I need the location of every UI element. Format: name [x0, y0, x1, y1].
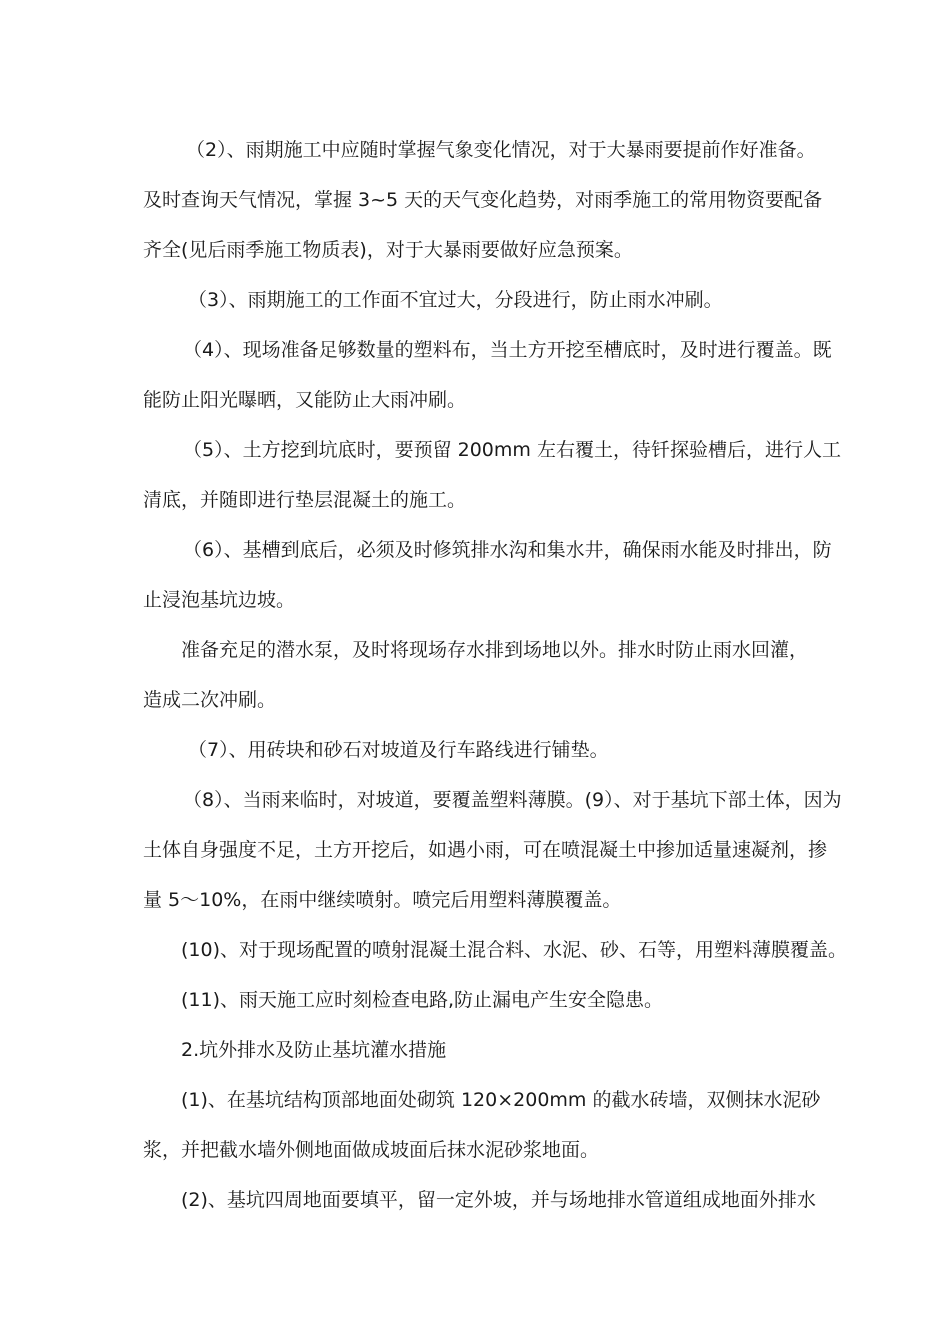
text-line: 土体自身强度不足，土方开挖后，如遇小雨，可在喷混凝土中掺加适量速凝剂，掺 — [143, 839, 828, 861]
text-line: (2)、基坑四周地面要填平，留一定外坡，并与场地排水管道组成地面外排水 — [181, 1189, 816, 1211]
text-line: （2）、雨期施工中应随时掌握气象变化情况，对于大暴雨要提前作好准备。 — [186, 139, 816, 161]
text-line: (10)、对于现场配置的喷射混凝土混合料、水泥、砂、石等，用塑料薄膜覆盖。 — [181, 939, 848, 961]
text-line: （7）、用砖块和砂石对坡道及行车路线进行铺垫。 — [188, 739, 609, 761]
text-line: （6）、基槽到底后，必须及时修筑排水沟和集水井，确保雨水能及时排出，防 — [183, 539, 832, 561]
text-line: （4）、现场准备足够数量的塑料布，当土方开挖至槽底时，及时进行覆盖。既 — [183, 339, 832, 361]
text-line: (1)、在基坑结构顶部地面处砌筑 120×200mm 的截水砖墙，双侧抹水泥砂 — [181, 1089, 821, 1111]
text-line: （5）、土方挖到坑底时，要预留 200mm 左右覆土，待钎探验槽后，进行人工 — [183, 439, 841, 461]
text-line: 止浸泡基坑边坡。 — [143, 589, 296, 611]
text-line: 准备充足的潜水泵，及时将现场存水排到场地以外。排水时防止雨水回灌， — [181, 639, 809, 661]
text-line: 清底，并随即进行垫层混凝土的施工。 — [143, 489, 467, 511]
text-line: 浆，并把截水墙外侧地面做成坡面后抹水泥砂浆地面。 — [143, 1139, 600, 1161]
text-line: 齐全(见后雨季施工物质表)，对于大暴雨要做好应急预案。 — [143, 239, 633, 261]
text-line: (11)、雨天施工应时刻检查电路,防止漏电产生安全隐患。 — [181, 989, 664, 1011]
text-line: （8）、当雨来临时，对坡道，要覆盖塑料薄膜。(9）、对于基坑下部土体，因为 — [183, 789, 842, 811]
text-line: 及时查询天气情况，掌握 3~5 天的天气变化趋势，对雨季施工的常用物资要配备 — [143, 189, 823, 211]
text-line: 量 5～10%，在雨中继续喷射。喷完后用塑料薄膜覆盖。 — [143, 889, 622, 911]
section-heading: 2.坑外排水及防止基坑灌水措施 — [181, 1039, 447, 1061]
text-line: （3）、雨期施工的工作面不宜过大，分段进行，防止雨水冲刷。 — [188, 289, 723, 311]
text-line: 能防止阳光曝晒，又能防止大雨冲刷。 — [143, 389, 467, 411]
text-line: 造成二次冲刷。 — [143, 689, 277, 711]
